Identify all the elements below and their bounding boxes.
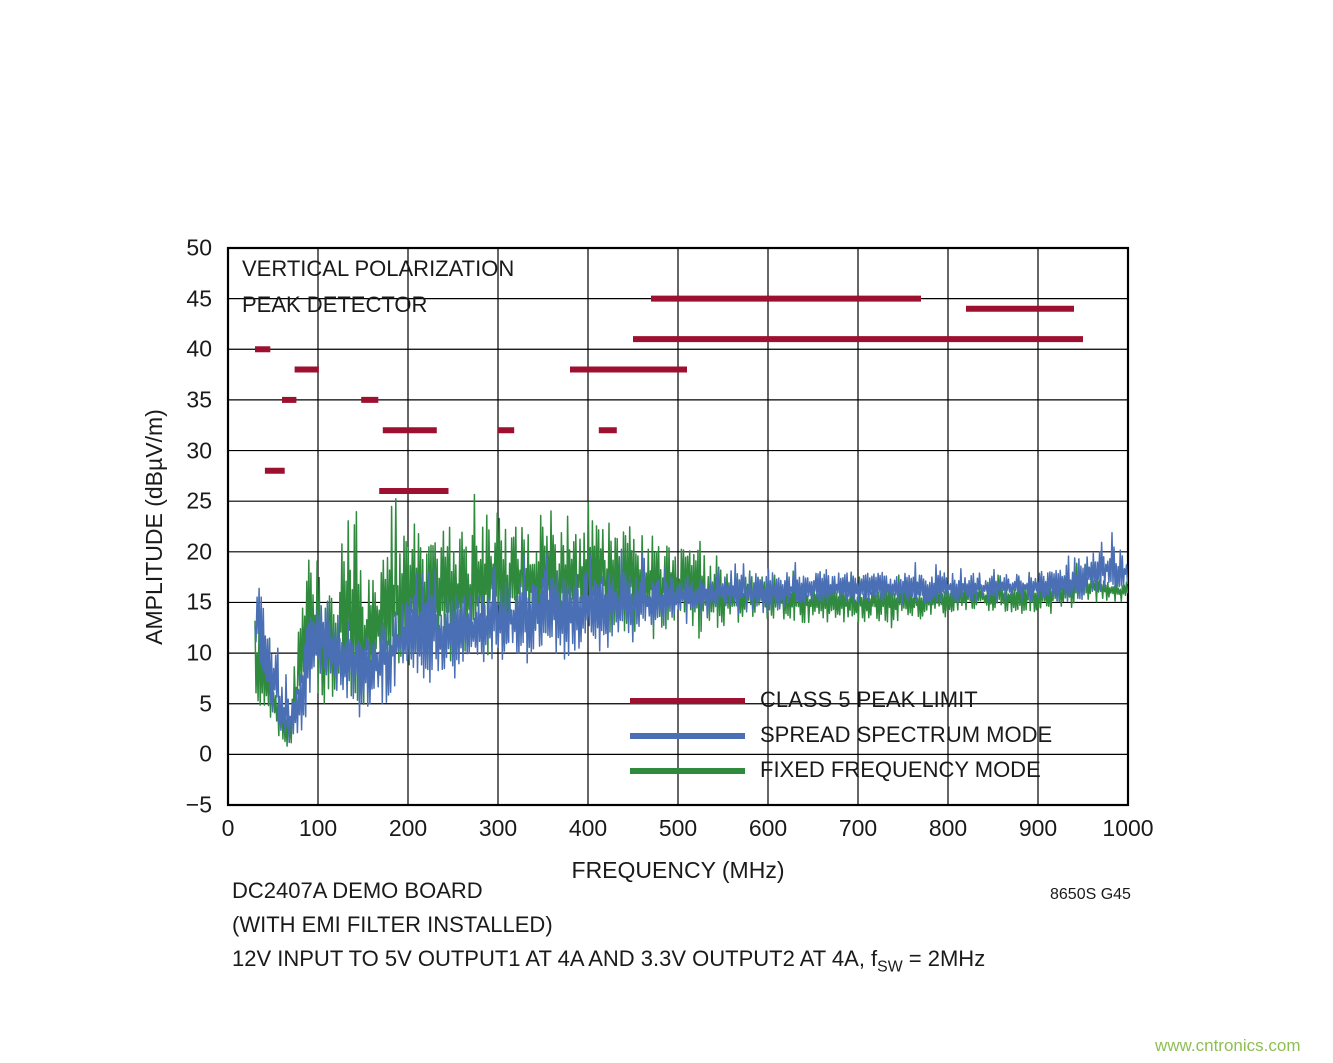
y-tick-label: 25	[186, 487, 212, 514]
y-tick-label: 10	[186, 639, 212, 666]
legend-label: CLASS 5 PEAK LIMIT	[760, 687, 978, 712]
y-tick-label: 40	[186, 335, 212, 362]
legend-label: FIXED FREQUENCY MODE	[760, 757, 1041, 782]
caption-line-2: (WITH EMI FILTER INSTALLED)	[232, 912, 553, 937]
annotation-vertical-polarization: VERTICAL POLARIZATION	[242, 256, 515, 281]
x-tick-label: 600	[748, 815, 788, 841]
y-tick-label: 30	[186, 437, 212, 464]
y-axis-title: AMPLITUDE (dBµV/m)	[141, 408, 167, 645]
y-tick-label: 45	[186, 285, 212, 312]
caption-line-3: 12V INPUT TO 5V OUTPUT1 AT 4A AND 3.3V OUTPUT2 AT 4A, $f_{SW} = 2MHz$	[232, 946, 986, 976]
x-tick-label: 200	[388, 815, 428, 841]
x-tick-label: 100	[298, 815, 338, 841]
x-tick-label: 400	[568, 815, 608, 841]
series-trace-spread-spectrum-mode	[255, 533, 1128, 743]
annotation-peak-detector: PEAK DETECTOR	[242, 292, 428, 317]
x-tick-label: 0	[221, 815, 235, 841]
x-tick-label: 900	[1018, 815, 1058, 841]
y-tick-label: 20	[186, 538, 212, 565]
caption-line-1: DC2407A DEMO BOARD	[232, 878, 483, 903]
y-tick-label: −5	[185, 791, 212, 818]
figure-code: 8650S G45	[1050, 886, 1131, 903]
watermark: www.cntronics.com	[1155, 1036, 1301, 1055]
y-tick-label: 0	[199, 740, 212, 767]
x-tick-label: 500	[658, 815, 698, 841]
y-tick-label: 15	[186, 588, 212, 615]
x-axis-title: FREQUENCY (MHz)	[571, 857, 785, 883]
y-tick-label: 35	[186, 386, 212, 413]
series-trace-fixed-frequency-mode	[255, 495, 1128, 746]
y-tick-label: 50	[186, 234, 212, 261]
caption-subscript: SW	[877, 958, 903, 976]
x-tick-label: 800	[928, 815, 968, 841]
series-class-5-peak-limit	[255, 299, 1083, 491]
legend-label: SPREAD SPECTRUM MODE	[760, 722, 1053, 747]
y-tick-label: 5	[199, 690, 212, 717]
x-tick-label: 300	[478, 815, 518, 841]
x-tick-label: 700	[838, 815, 878, 841]
x-tick-label: 1000	[1102, 815, 1154, 841]
